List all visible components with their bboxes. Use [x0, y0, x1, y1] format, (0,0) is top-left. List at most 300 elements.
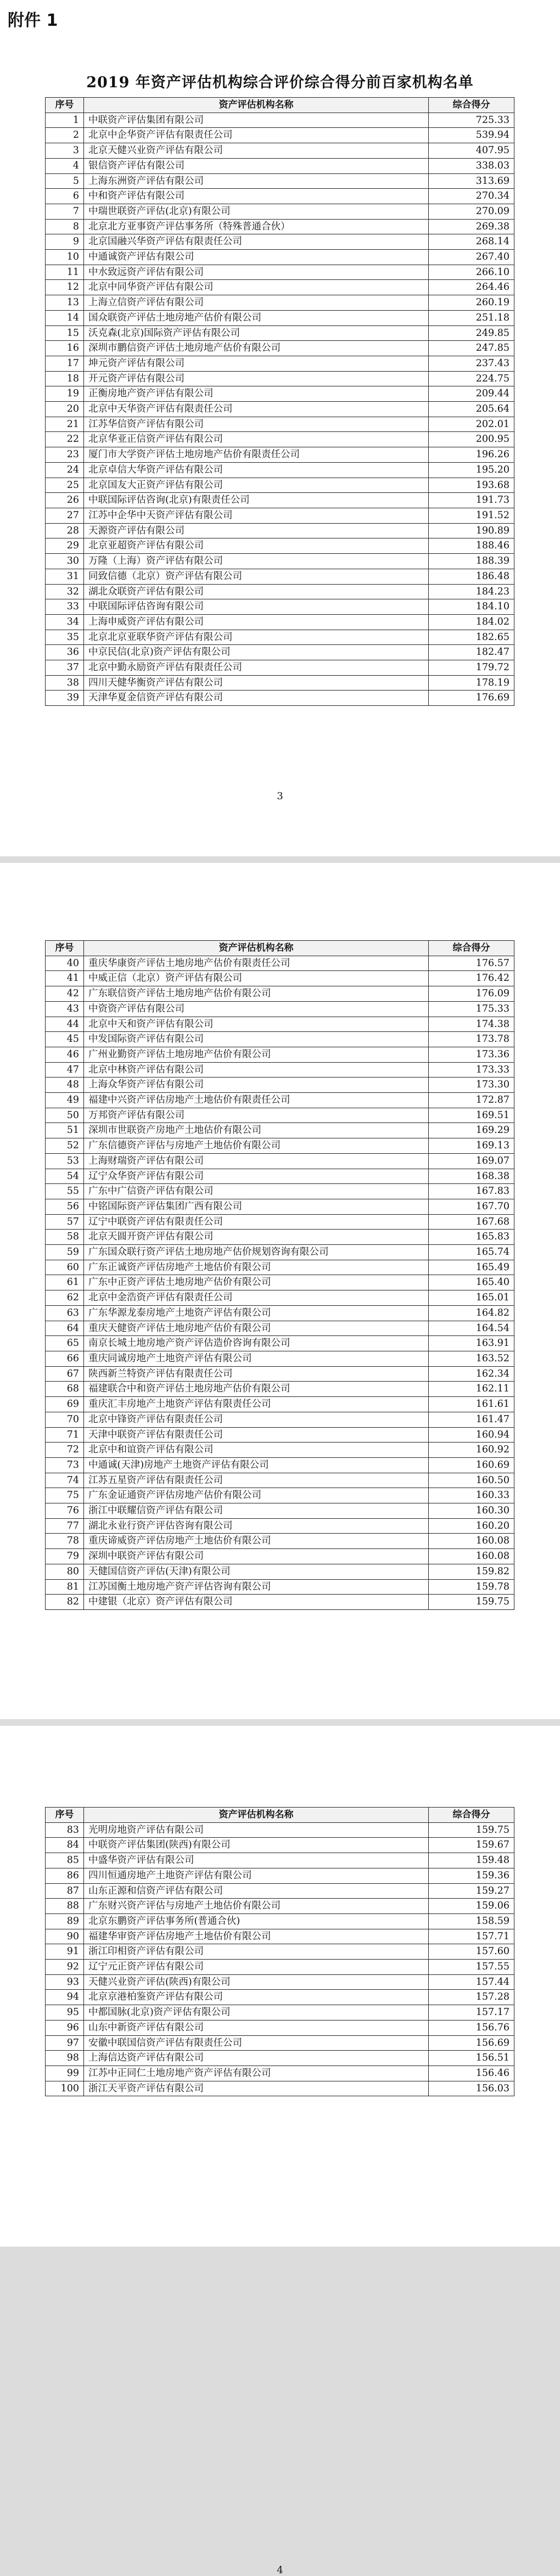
cell-score: 407.95 — [429, 143, 514, 159]
cell-rank: 97 — [46, 2035, 84, 2051]
cell-institution-name: 正衡房地产资产评估有限公司 — [84, 386, 429, 402]
cell-score: 167.68 — [429, 1214, 514, 1230]
cell-score: 539.94 — [429, 128, 514, 143]
cell-score: 202.01 — [429, 417, 514, 432]
cell-rank: 82 — [46, 1595, 84, 1610]
cell-rank: 90 — [46, 1929, 84, 1944]
table-row — [46, 1960, 514, 1975]
cell-institution-name: 四川恒通房地产土地资产评估有限公司 — [84, 1868, 429, 1883]
cell-rank: 45 — [46, 1032, 84, 1047]
cell-score: 176.42 — [429, 971, 514, 986]
page-number: 4 — [277, 2564, 283, 2576]
table-row — [46, 386, 514, 402]
cell-institution-name: 北京中金浩资产评估有限责任公司 — [84, 1290, 429, 1306]
cell-institution-name: 福建中兴资产评估房地产土地估价有限责任公司 — [84, 1093, 429, 1108]
cell-rank: 43 — [46, 1001, 84, 1017]
cell-score: 160.94 — [429, 1427, 514, 1443]
cell-rank: 92 — [46, 1960, 84, 1975]
cell-institution-name: 山东中新资产评估有限公司 — [84, 2020, 429, 2035]
cell-score: 156.03 — [429, 2081, 514, 2096]
cell-rank: 10 — [46, 250, 84, 265]
cell-institution-name: 江苏华信资产评估有限公司 — [84, 417, 429, 432]
cell-institution-name: 浙江中联耀信资产评估有限公司 — [84, 1503, 429, 1519]
cell-score: 156.76 — [429, 2020, 514, 2035]
cell-rank: 7 — [46, 204, 84, 219]
cell-institution-name: 中水致远资产评估有限公司 — [84, 265, 429, 280]
cell-score: 196.26 — [429, 447, 514, 463]
table-row — [46, 538, 514, 554]
cell-rank: 20 — [46, 402, 84, 417]
cell-score: 156.46 — [429, 2066, 514, 2081]
table-row — [46, 143, 514, 159]
cell-institution-name: 北京中同华资产评估有限公司 — [84, 280, 429, 295]
ranking-table — [45, 97, 514, 706]
cell-score: 159.78 — [429, 1579, 514, 1595]
header-name: 资产评估机构名称 — [84, 1808, 429, 1823]
header-name: 资产评估机构名称 — [84, 941, 429, 956]
cell-institution-name: 四川天健华衡资产评估有限公司 — [84, 675, 429, 691]
table-row — [46, 1032, 514, 1047]
cell-institution-name: 重庆华康资产评估土地房地产估价有限责任公司 — [84, 956, 429, 971]
table-row — [46, 432, 514, 447]
table-row — [46, 1093, 514, 1108]
table-row — [46, 554, 514, 569]
table-row — [46, 630, 514, 645]
cell-score: 157.44 — [429, 1974, 514, 1990]
cell-rank: 55 — [46, 1184, 84, 1199]
table-row — [46, 158, 514, 173]
cell-score: 159.75 — [429, 1822, 514, 1838]
header-score: 综合得分 — [429, 941, 514, 956]
table-row — [46, 493, 514, 508]
cell-institution-name: 开元资产评估有限公司 — [84, 371, 429, 386]
table-row — [46, 1944, 514, 1960]
cell-rank: 56 — [46, 1199, 84, 1214]
cell-institution-name: 广东联信资产评估土地房地产估价有限公司 — [84, 986, 429, 1002]
table-row — [46, 2035, 514, 2051]
cell-score: 209.44 — [429, 386, 514, 402]
cell-institution-name: 上海立信资产评估有限公司 — [84, 295, 429, 311]
cell-institution-name: 北京中天和资产评估有限公司 — [84, 1017, 429, 1032]
cell-score: 158.59 — [429, 1913, 514, 1929]
cell-institution-name: 中盛华资产评估有限公司 — [84, 1853, 429, 1868]
cell-score: 172.87 — [429, 1093, 514, 1108]
cell-institution-name: 北京中林资产评估有限公司 — [84, 1062, 429, 1077]
table-row — [46, 508, 514, 523]
cell-institution-name: 江苏国衡土地房地产资产评估咨询有限公司 — [84, 1579, 429, 1595]
table-row — [46, 1184, 514, 1199]
cell-score: 165.40 — [429, 1275, 514, 1290]
cell-score: 159.27 — [429, 1883, 514, 1899]
cell-rank: 37 — [46, 660, 84, 676]
cell-rank: 91 — [46, 1944, 84, 1960]
cell-rank: 53 — [46, 1153, 84, 1169]
cell-score: 176.69 — [429, 691, 514, 706]
cell-rank: 5 — [46, 173, 84, 189]
cell-rank: 77 — [46, 1518, 84, 1534]
cell-rank: 30 — [46, 554, 84, 569]
cell-rank: 8 — [46, 219, 84, 234]
table-row — [46, 523, 514, 538]
table-row — [46, 1047, 514, 1062]
cell-score: 173.30 — [429, 1077, 514, 1093]
table-row — [46, 1382, 514, 1397]
cell-institution-name: 福建华审资产评估房地产土地估价有限公司 — [84, 1929, 429, 1944]
cell-institution-name: 深圳市世联资产房地产土地估价有限公司 — [84, 1123, 429, 1138]
cell-score: 164.54 — [429, 1321, 514, 1336]
cell-rank: 47 — [46, 1062, 84, 1077]
header-no: 序号 — [46, 98, 84, 113]
cell-score: 169.29 — [429, 1123, 514, 1138]
cell-institution-name: 重庆天健资产评估土地房地产估价有限公司 — [84, 1321, 429, 1336]
cell-rank: 32 — [46, 584, 84, 599]
cell-institution-name: 陕西新兰特资产评估有限责任公司 — [84, 1366, 429, 1382]
cell-rank: 69 — [46, 1397, 84, 1412]
cell-institution-name: 万隆（上海）资产评估有限公司 — [84, 554, 429, 569]
cell-score: 169.51 — [429, 1108, 514, 1123]
cell-institution-name: 深圳市鹏信资产评估土地房地产估价有限公司 — [84, 341, 429, 356]
cell-score: 164.82 — [429, 1305, 514, 1321]
cell-score: 159.36 — [429, 1868, 514, 1883]
cell-score: 160.69 — [429, 1457, 514, 1473]
table-row — [46, 584, 514, 599]
cell-rank: 29 — [46, 538, 84, 554]
cell-rank: 78 — [46, 1534, 84, 1549]
cell-score: 165.49 — [429, 1260, 514, 1275]
cell-score: 161.61 — [429, 1397, 514, 1412]
header-no: 序号 — [46, 1808, 84, 1823]
cell-rank: 63 — [46, 1305, 84, 1321]
cell-rank: 67 — [46, 1366, 84, 1382]
cell-rank: 79 — [46, 1549, 84, 1564]
cell-rank: 28 — [46, 523, 84, 538]
cell-institution-name: 广东财兴资产评估与房地产土地估价有限公司 — [84, 1899, 429, 1914]
table-row — [46, 1443, 514, 1458]
document-page-3 — [0, 1726, 560, 2247]
cell-rank: 6 — [46, 189, 84, 204]
cell-score: 270.34 — [429, 189, 514, 204]
table-row — [46, 1899, 514, 1914]
cell-institution-name: 天津中联资产评估有限责任公司 — [84, 1427, 429, 1443]
cell-score: 165.83 — [429, 1230, 514, 1245]
table-row — [46, 1366, 514, 1382]
table-row — [46, 265, 514, 280]
table-row — [46, 325, 514, 341]
header-name: 资产评估机构名称 — [84, 98, 429, 113]
cell-institution-name: 中发国际资产评估有限公司 — [84, 1032, 429, 1047]
table-row — [46, 1001, 514, 1017]
cell-institution-name: 中都国脉(北京)资产评估有限公司 — [84, 2005, 429, 2021]
cell-rank: 17 — [46, 356, 84, 371]
cell-rank: 66 — [46, 1351, 84, 1366]
header-score: 综合得分 — [429, 98, 514, 113]
table-row — [46, 956, 514, 971]
cell-institution-name: 中京民信(北京)资产评估有限公司 — [84, 645, 429, 660]
table-row — [46, 462, 514, 478]
cell-rank: 24 — [46, 462, 84, 478]
cell-institution-name: 北京中天华资产评估有限责任公司 — [84, 402, 429, 417]
cell-institution-name: 天健兴业资产评估(陕西)有限公司 — [84, 1974, 429, 1990]
cell-institution-name: 北京国融兴华资产评估有限责任公司 — [84, 234, 429, 250]
ranking-table — [45, 1807, 514, 2096]
cell-rank: 54 — [46, 1169, 84, 1184]
cell-rank: 33 — [46, 599, 84, 615]
cell-institution-name: 厦门市大学资产评估土地房地产估价有限责任公司 — [84, 447, 429, 463]
cell-institution-name: 广东华源龙泰房地产土地资产评估有限公司 — [84, 1305, 429, 1321]
cell-institution-name: 中资资产评估有限公司 — [84, 1001, 429, 1017]
cell-rank: 96 — [46, 2020, 84, 2035]
table-row — [46, 2051, 514, 2066]
table-row — [46, 1868, 514, 1883]
cell-institution-name: 辽宁中联资产评估有限责任公司 — [84, 1214, 429, 1230]
table-row — [46, 1427, 514, 1443]
table-row — [46, 1138, 514, 1154]
cell-score: 184.02 — [429, 614, 514, 630]
cell-rank: 73 — [46, 1457, 84, 1473]
cell-score: 184.23 — [429, 584, 514, 599]
cell-institution-name: 中联国际评估咨询有限公司 — [84, 599, 429, 615]
cell-score: 191.73 — [429, 493, 514, 508]
cell-rank: 22 — [46, 432, 84, 447]
cell-score: 188.39 — [429, 554, 514, 569]
cell-score: 313.69 — [429, 173, 514, 189]
cell-score: 338.03 — [429, 158, 514, 173]
cell-institution-name: 北京中勤永励资产评估有限责任公司 — [84, 660, 429, 676]
cell-institution-name: 万邦资产评估有限公司 — [84, 1108, 429, 1123]
cell-institution-name: 上海众华资产评估有限公司 — [84, 1077, 429, 1093]
table-row — [46, 1123, 514, 1138]
document-title: 2019 年资产评估机构综合评价综合得分前百家机构名单 — [86, 74, 474, 91]
cell-rank: 80 — [46, 1564, 84, 1579]
cell-rank: 81 — [46, 1579, 84, 1595]
cell-institution-name: 中通诚资产评估有限公司 — [84, 250, 429, 265]
cell-score: 268.14 — [429, 234, 514, 250]
cell-institution-name: 沃克森(北京)国际资产评估有限公司 — [84, 325, 429, 341]
cell-score: 157.55 — [429, 1960, 514, 1975]
cell-institution-name: 江苏五星资产评估有限责任公司 — [84, 1473, 429, 1488]
cell-rank: 64 — [46, 1321, 84, 1336]
cell-institution-name: 中威正信（北京）资产评估有限公司 — [84, 971, 429, 986]
cell-institution-name: 中联国际评估咨询(北京)有限责任公司 — [84, 493, 429, 508]
cell-score: 173.78 — [429, 1032, 514, 1047]
table-row — [46, 1108, 514, 1123]
cell-institution-name: 上海东洲资产评估有限公司 — [84, 173, 429, 189]
table-row — [46, 417, 514, 432]
cell-score: 167.70 — [429, 1199, 514, 1214]
cell-institution-name: 福建联合中和资产评估土地房地产估价有限公司 — [84, 1382, 429, 1397]
cell-score: 191.52 — [429, 508, 514, 523]
table-row — [46, 645, 514, 660]
table-row — [46, 971, 514, 986]
cell-score: 160.92 — [429, 1443, 514, 1458]
cell-score: 156.51 — [429, 2051, 514, 2066]
table-row — [46, 569, 514, 584]
table-row — [46, 1503, 514, 1519]
cell-institution-name: 天源资产评估有限公司 — [84, 523, 429, 538]
cell-score: 195.20 — [429, 462, 514, 478]
cell-institution-name: 北京东鹏资产评估事务所(普通合伙) — [84, 1913, 429, 1929]
cell-rank: 59 — [46, 1245, 84, 1260]
cell-score: 167.83 — [429, 1184, 514, 1199]
cell-institution-name: 中通诚(天津)房地产土地资产评估有限公司 — [84, 1457, 429, 1473]
cell-institution-name: 北京华亚正信资产评估有限公司 — [84, 432, 429, 447]
table-row — [46, 173, 514, 189]
cell-rank: 4 — [46, 158, 84, 173]
cell-rank: 72 — [46, 1443, 84, 1458]
cell-rank: 31 — [46, 569, 84, 584]
cell-rank: 57 — [46, 1214, 84, 1230]
attachment-label: 附件 1 — [8, 11, 58, 30]
cell-rank: 62 — [46, 1290, 84, 1306]
cell-score: 188.46 — [429, 538, 514, 554]
cell-institution-name: 北京亚超资产评估有限公司 — [84, 538, 429, 554]
cell-institution-name: 天健国信资产评估(天津)有限公司 — [84, 1564, 429, 1579]
cell-institution-name: 湖北永业行资产评估咨询有限公司 — [84, 1518, 429, 1534]
cell-rank: 85 — [46, 1853, 84, 1868]
cell-score: 269.38 — [429, 219, 514, 234]
cell-score: 160.20 — [429, 1518, 514, 1534]
cell-score: 174.38 — [429, 1017, 514, 1032]
cell-rank: 1 — [46, 113, 84, 128]
table-row — [46, 1017, 514, 1032]
table-row — [46, 660, 514, 676]
table-row — [46, 2066, 514, 2081]
cell-rank: 23 — [46, 447, 84, 463]
cell-rank: 11 — [46, 265, 84, 280]
table-row — [46, 1169, 514, 1184]
table-header-row — [46, 98, 514, 113]
cell-rank: 35 — [46, 630, 84, 645]
table-row — [46, 1473, 514, 1488]
cell-rank: 26 — [46, 493, 84, 508]
cell-institution-name: 北京京港柏鉴资产评估有限公司 — [84, 1990, 429, 2005]
cell-score: 182.47 — [429, 645, 514, 660]
cell-rank: 99 — [46, 2066, 84, 2081]
cell-institution-name: 上海申威资产评估有限公司 — [84, 614, 429, 630]
cell-score: 157.60 — [429, 1944, 514, 1960]
cell-score: 182.65 — [429, 630, 514, 645]
cell-score: 186.48 — [429, 569, 514, 584]
cell-institution-name: 北京天圆开资产评估有限公司 — [84, 1230, 429, 1245]
cell-institution-name: 江苏中正同仁土地房地产资产评估有限公司 — [84, 2066, 429, 2081]
cell-rank: 9 — [46, 234, 84, 250]
cell-score: 725.33 — [429, 113, 514, 128]
cell-rank: 19 — [46, 386, 84, 402]
cell-rank: 25 — [46, 478, 84, 493]
cell-rank: 15 — [46, 325, 84, 341]
cell-score: 176.09 — [429, 986, 514, 1002]
cell-institution-name: 中和资产评估有限公司 — [84, 189, 429, 204]
table-row — [46, 113, 514, 128]
cell-rank: 58 — [46, 1230, 84, 1245]
cell-institution-name: 重庆汇丰房地产土地资产评估有限责任公司 — [84, 1397, 429, 1412]
cell-institution-name: 辽宁元正资产评估有限公司 — [84, 1960, 429, 1975]
table-row — [46, 986, 514, 1002]
cell-score: 175.33 — [429, 1001, 514, 1017]
table-row — [46, 1062, 514, 1077]
cell-score: 163.52 — [429, 1351, 514, 1366]
cell-rank: 95 — [46, 2005, 84, 2021]
cell-rank: 51 — [46, 1123, 84, 1138]
table-row — [46, 1260, 514, 1275]
cell-institution-name: 银信资产评估有限公司 — [84, 158, 429, 173]
cell-rank: 88 — [46, 1899, 84, 1914]
table-row — [46, 204, 514, 219]
header-score: 综合得分 — [429, 1808, 514, 1823]
header-no: 序号 — [46, 941, 84, 956]
cell-institution-name: 北京天健兴业资产评估有限公司 — [84, 143, 429, 159]
cell-rank: 98 — [46, 2051, 84, 2066]
cell-rank: 21 — [46, 417, 84, 432]
cell-rank: 38 — [46, 675, 84, 691]
cell-score: 184.10 — [429, 599, 514, 615]
cell-institution-name: 中联资产评估集团(陕西)有限公司 — [84, 1838, 429, 1853]
cell-score: 266.10 — [429, 265, 514, 280]
table-row — [46, 1838, 514, 1853]
cell-score: 264.46 — [429, 280, 514, 295]
cell-rank: 70 — [46, 1412, 84, 1427]
cell-institution-name: 江苏中企华中天资产评估有限公司 — [84, 508, 429, 523]
cell-rank: 83 — [46, 1822, 84, 1838]
table-row — [46, 691, 514, 706]
cell-institution-name: 天津华夏金信资产评估有限公司 — [84, 691, 429, 706]
cell-institution-name: 广州业勤资产评估土地房地产估价有限公司 — [84, 1047, 429, 1062]
table-row — [46, 1534, 514, 1549]
table-row — [46, 1974, 514, 1990]
table-row — [46, 1305, 514, 1321]
cell-score: 224.75 — [429, 371, 514, 386]
cell-score: 169.13 — [429, 1138, 514, 1154]
cell-score: 173.33 — [429, 1062, 514, 1077]
table-row — [46, 2005, 514, 2021]
cell-score: 260.19 — [429, 295, 514, 311]
cell-score: 165.74 — [429, 1245, 514, 1260]
table-row — [46, 1077, 514, 1093]
table-row — [46, 1883, 514, 1899]
table-row — [46, 1822, 514, 1838]
cell-rank: 100 — [46, 2081, 84, 2096]
table-row — [46, 280, 514, 295]
cell-rank: 2 — [46, 128, 84, 143]
table-row — [46, 1245, 514, 1260]
table-row — [46, 1351, 514, 1366]
cell-rank: 3 — [46, 143, 84, 159]
cell-score: 168.38 — [429, 1169, 514, 1184]
cell-score: 179.72 — [429, 660, 514, 676]
cell-rank: 50 — [46, 1108, 84, 1123]
cell-institution-name: 中瑞世联资产评估(北京)有限公司 — [84, 204, 429, 219]
cell-institution-name: 浙江印相资产评估有限公司 — [84, 1944, 429, 1960]
table-row — [46, 402, 514, 417]
cell-institution-name: 湖北众联资产评估有限公司 — [84, 584, 429, 599]
table-header-row — [46, 941, 514, 956]
cell-rank: 48 — [46, 1077, 84, 1093]
cell-score: 237.43 — [429, 356, 514, 371]
cell-institution-name: 北京国友大正资产评估有限公司 — [84, 478, 429, 493]
cell-score: 160.30 — [429, 1503, 514, 1519]
table-row — [46, 295, 514, 311]
page-number: 3 — [277, 790, 283, 802]
cell-rank: 87 — [46, 1883, 84, 1899]
table-row — [46, 1457, 514, 1473]
cell-rank: 34 — [46, 614, 84, 630]
cell-institution-name: 北京卓信大华资产评估有限公司 — [84, 462, 429, 478]
table-row — [46, 219, 514, 234]
table-row — [46, 1336, 514, 1351]
table-row — [46, 1290, 514, 1306]
cell-score: 176.57 — [429, 956, 514, 971]
table-row — [46, 675, 514, 691]
